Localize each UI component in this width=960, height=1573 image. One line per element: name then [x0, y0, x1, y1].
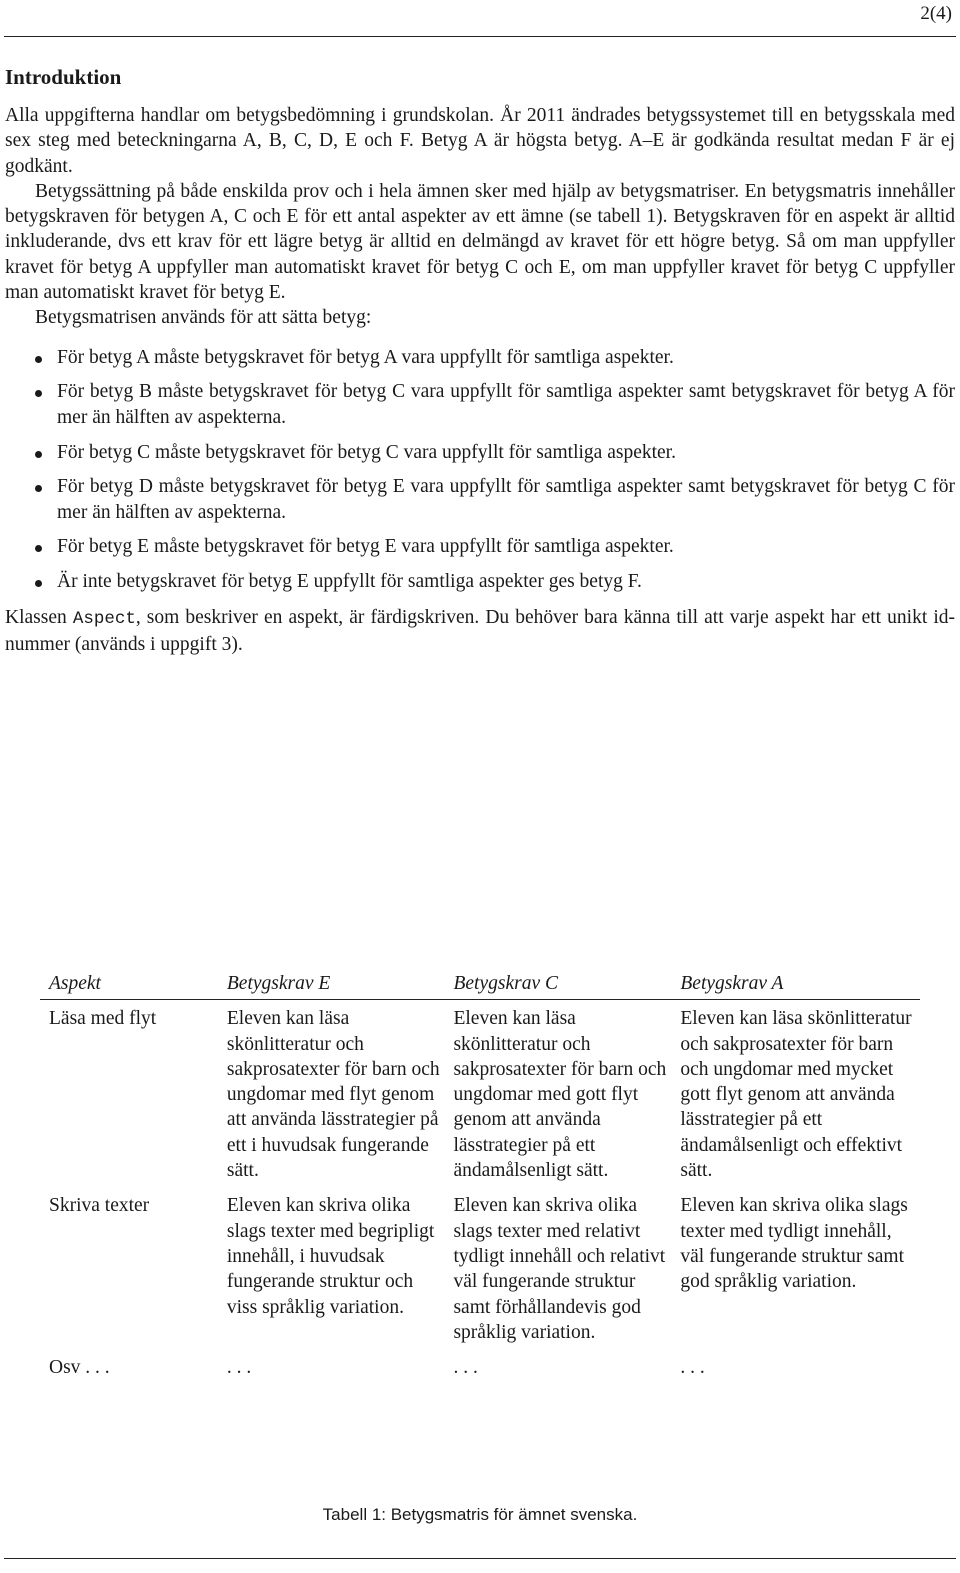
intro-paragraph: Alla uppgifterna handlar om betygsbedömning i grundskolan. År 2011 ändrades betygssystemet till en betygsskala med sex steg med beteckningarna A, B, C, D, E och F. Betyg A är högsta betyg. A–E är godkända resultat medan F är ej godkänt. — [5, 105, 955, 177]
table-cell: . . . — [226, 1357, 252, 1379]
document-content — [5, 64, 955, 657]
list-item: För betyg B måste betygskravet för betyg C vara uppfyllt för samtliga aspekter samt betygskravet för betyg A för mer än hälften av aspekterna. — [5, 379, 955, 430]
header-grade-e: Betygskrav E — [218, 969, 445, 1000]
header-rule — [4, 36, 956, 37]
table-cell: Eleven kan läsa skönlitteratur och sakprosatexter för barn och ungdomar med gott flyt genom att använda lässtrategier på ett ändamålsenligt sätt. — [453, 1008, 667, 1182]
table-cell: . . . — [680, 1357, 705, 1379]
bullet-icon — [35, 451, 42, 458]
usage-paragraph: Betygsmatrisen används för att sätta betyg: — [35, 307, 372, 329]
bullet-icon — [35, 356, 42, 363]
table-row — [40, 1349, 920, 1384]
page-number: 2(4) — [920, 3, 952, 24]
table-cell: Eleven kan skriva olika slags texter med relativt tydligt innehåll och relativt väl fungerande struktur samt förhållandevis god språklig variation. — [453, 1195, 666, 1343]
table-cell: Eleven kan skriva olika slags texter med tydligt innehåll, väl fungerande struktur samt god språklig variation. — [680, 1195, 908, 1293]
table-row — [40, 1187, 920, 1349]
header-grade-c: Betygskrav C — [444, 969, 671, 1000]
table-cell: Osv . . . — [49, 1357, 110, 1379]
section-title: Introduktion — [5, 65, 122, 89]
list-item: För betyg D måste betygskravet för betyg E vara uppfyllt för samtliga aspekter samt betygskravet för betyg C för mer än hälften av aspekterna. — [5, 474, 955, 525]
list-item: För betyg A måste betygskravet för betyg A vara uppfyllt för samtliga aspekter. — [5, 345, 955, 370]
table-caption: Tabell 1: Betygsmatris för ämnet svenska. — [322, 1505, 638, 1524]
bullet-icon — [35, 580, 42, 587]
aspect-class-code: Aspect — [72, 608, 136, 629]
table-row — [40, 1000, 920, 1188]
list-item: För betyg C måste betygskravet för betyg C vara uppfyllt för samtliga aspekter. — [5, 440, 955, 465]
grading-matrix-table — [40, 969, 920, 1384]
table-cell: Skriva texter — [49, 1195, 150, 1217]
header-aspect: Aspekt — [40, 969, 218, 1000]
list-item: Är inte betygskravet för betyg E uppfyllt för samtliga aspekter ges betyg F. — [5, 569, 955, 594]
footer-rule — [4, 1558, 956, 1559]
table-cell: Eleven kan skriva olika slags texter med begripligt innehåll, i huvudsak fungerande struktur och viss språklig variation. — [226, 1195, 435, 1318]
bullet-icon — [35, 485, 42, 492]
header-grade-a: Betygskrav A — [671, 969, 920, 1000]
table-cell: . . . — [453, 1357, 478, 1379]
grade-rules-list — [5, 345, 955, 595]
aspect-paragraph: Klassen Aspect, som beskriver en aspekt, är färdigskriven. Du behöver bara känna till att varje aspekt har ett unikt id-nummer (används i uppgift 3). — [5, 606, 955, 655]
matrix-paragraph: Betygssättning på både enskilda prov och i hela ämnen sker med hjälp av betygsmatriser. En betygsmatris innehåller betygskraven för betygen A, C och E för ett antal aspekter av ett ämne (se tabell 1). Betygskraven för en aspekt är alltid inkluderande, dvs ett krav för ett lägre betyg är alltid en delmängd av kravet för ett högre betyg. Så om man uppfyller kravet för betyg A uppfyller man automatiskt kravet för betyg C och E, om man uppfyller kravet för betyg C uppfyller man automatiskt kravet för betyg E. — [5, 180, 955, 304]
table-cell: Eleven kan läsa skönlitteratur och sakprosatexter för barn och ungdomar med mycket gott flyt genom att använda lässtrategier på ett ändamålsenligt och effektivt sätt. — [680, 1008, 912, 1182]
list-item: För betyg E måste betygskravet för betyg E vara uppfyllt för samtliga aspekter. — [5, 534, 955, 559]
bullet-icon — [35, 545, 42, 552]
bullet-icon — [35, 390, 42, 397]
table-cell: Eleven kan läsa skönlitteratur och sakprosatexter för barn och ungdomar med flyt genom att använda lässtrategier på ett i huvudsak fungerande sätt. — [226, 1008, 440, 1182]
table-header-row — [40, 969, 920, 1000]
table-cell: Läsa med flyt — [49, 1008, 157, 1030]
